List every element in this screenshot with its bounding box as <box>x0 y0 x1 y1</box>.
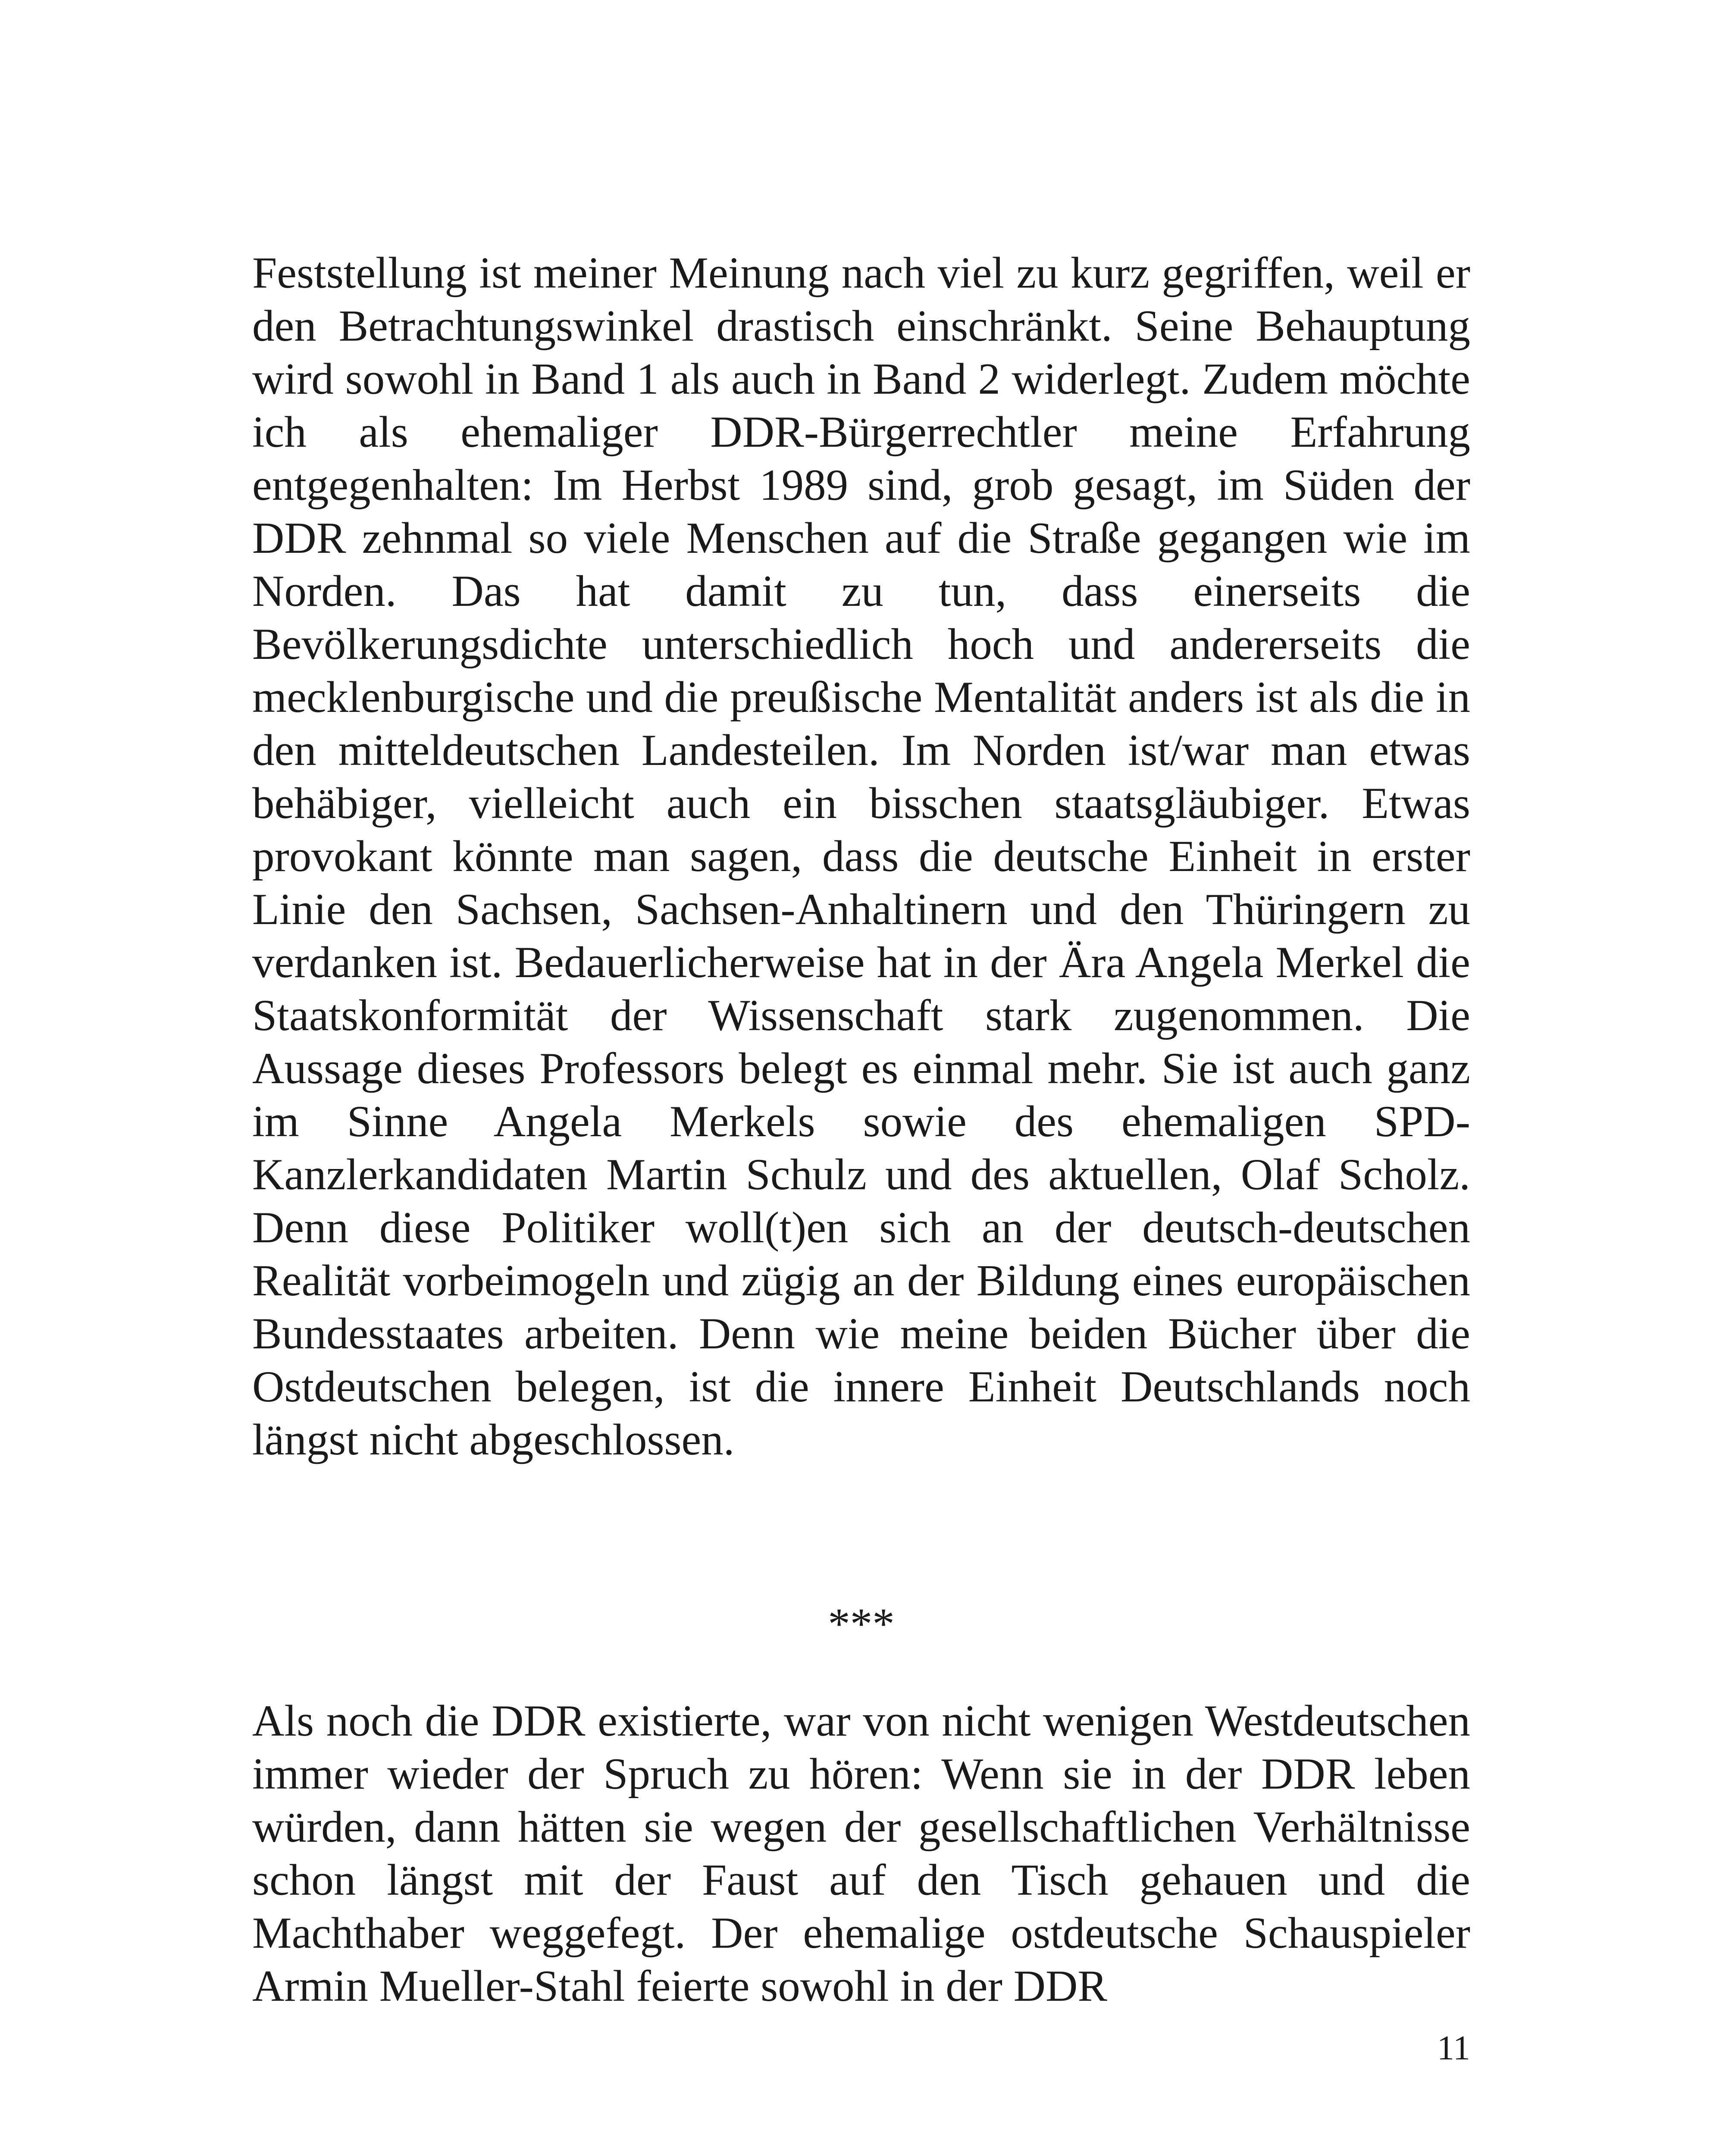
page-number: 11 <box>1437 2029 1470 2067</box>
section-separator: *** <box>828 1599 895 1648</box>
paragraph-text: Als noch die DDR existierte, war von nicht wenigen Westdeutschen immer wieder der Spruch zu hören: Wenn sie in der DDR leben würden, dann hätten sie wegen der gesellschaftlichen Verhältnisse schon längst mit der Faust auf den Tisch gehauen und die Machthaber weggefegt. Der ehemalige ostdeutsche Schauspieler Armin Mueller-Stahl feierte sowohl in der DDR <box>252 1696 1470 2011</box>
body-paragraph-1 <box>252 247 1470 1467</box>
paragraph-text: Feststellung ist meiner Meinung nach viel zu kurz gegriffen, weil er den Betrachtungswinkel drastisch einschränkt. Seine Behauptung wird sowohl in Band 1 als auch in Band 2 widerlegt. Zudem möchte ich als ehemaliger DDR-Bürgerrechtler meine Erfahrung entgegenhalten: Im Herbst 1989 sind, grob gesagt, im Süden der DDR zehnmal so viele Menschen auf die Straße gegangen wie im Norden. Das hat damit zu tun, dass einerseits die Bevölkerungsdichte unterschiedlich hoch und andererseits die mecklenburgische und die preußische Mentalität anders ist als die in den mitteldeutschen Landesteilen. Im Norden ist/war man etwas behäbiger, vielleicht auch ein bisschen staatsgläubiger. Etwas provokant könnte man sagen, dass die deutsche Einheit in erster Linie den Sachsen, Sachsen-Anhaltinern und den Thüringern zu verdanken ist. Bedauerlicherweise hat in der Ära Angela Merkel die Staatskonformität der Wissenschaft stark zugenommen. Die Aussage dieses Professors belegt es einmal mehr. Sie ist auch ganz im Sinne Angela Merkels sowie des ehemaligen SPD-Kanzlerkandidaten Martin Schulz und des aktuellen, Olaf Scholz. Denn diese Politiker woll(t)en sich an der deutsch-deutschen Realität vorbeimogeln und zügig an der Bildung eines europäischen Bundesstaates arbeiten. Denn wie meine beiden Bücher über die Ostdeutschen belegen, ist die innere Einheit Deutschlands noch längst nicht abgeschlossen. <box>252 248 1470 1464</box>
body-paragraph-2 <box>252 1695 1470 2013</box>
